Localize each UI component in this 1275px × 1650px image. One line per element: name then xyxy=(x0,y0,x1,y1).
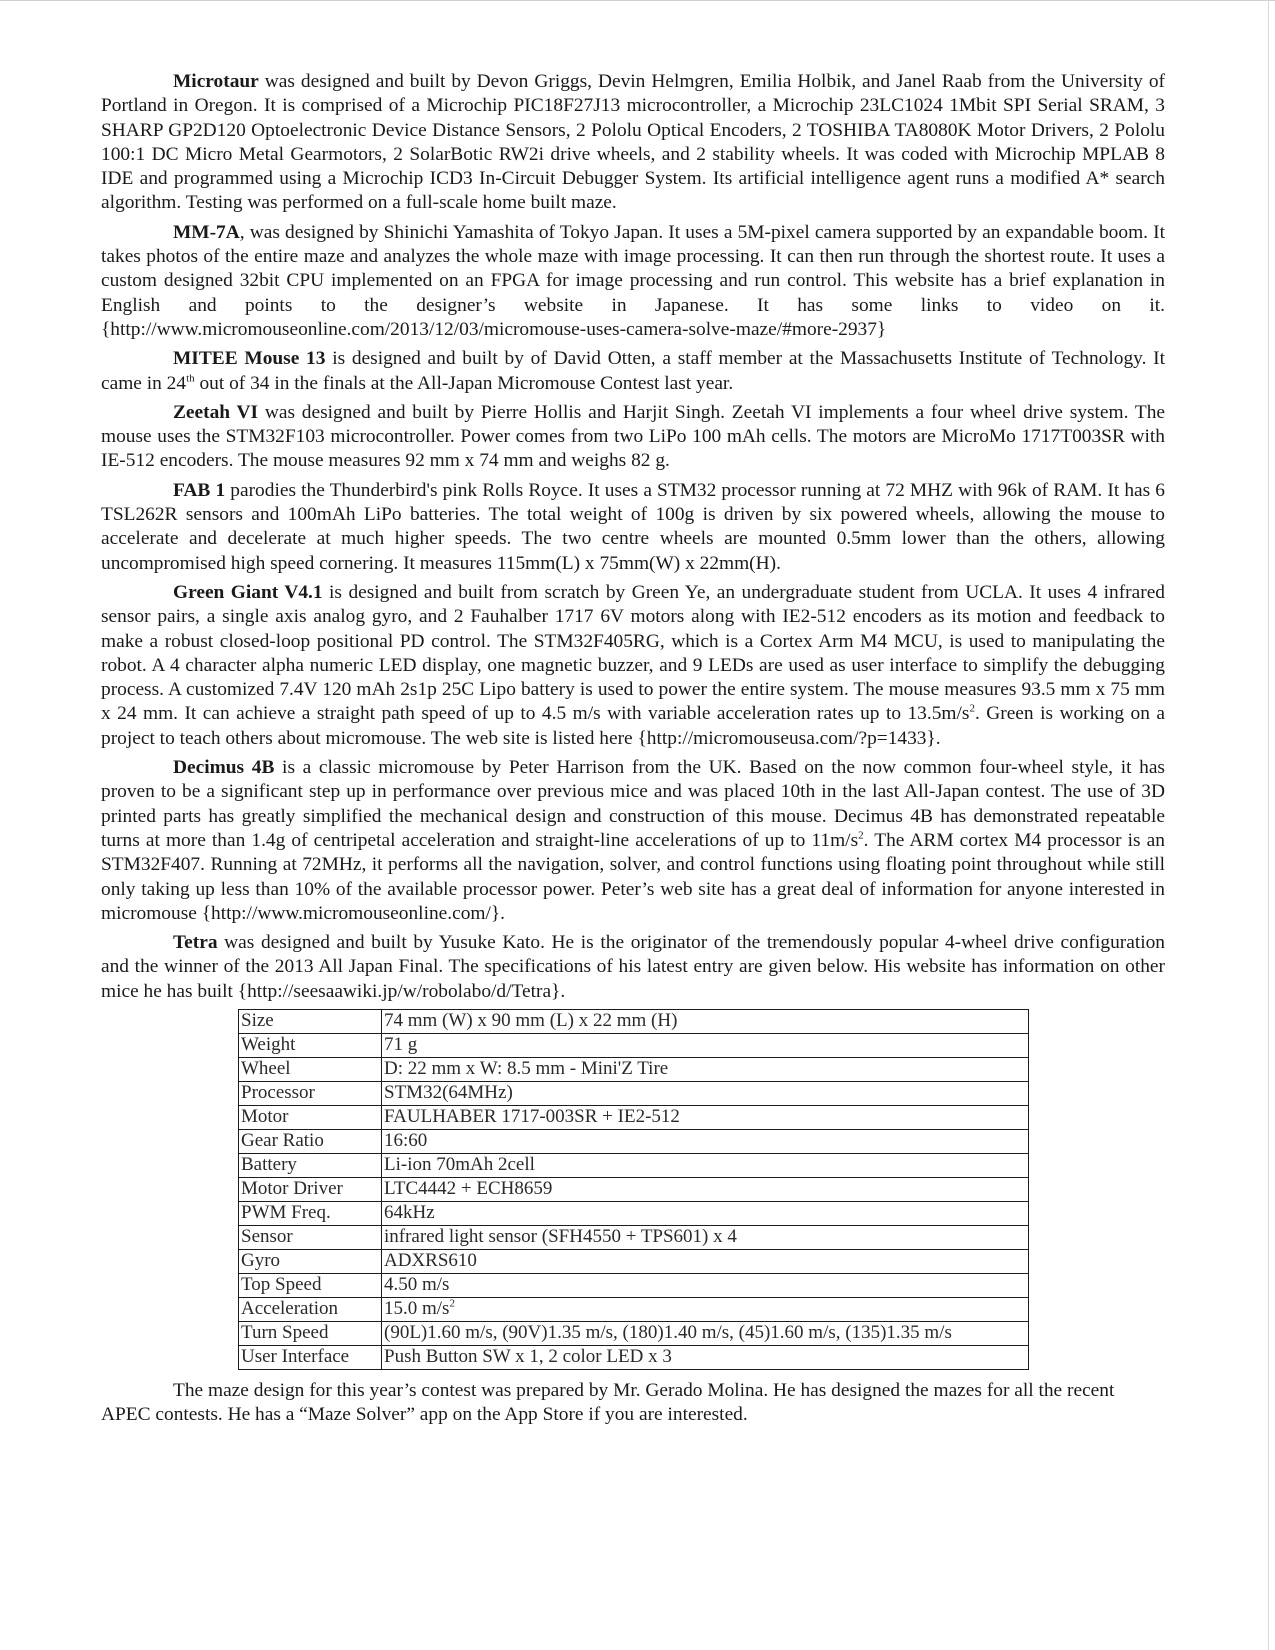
paragraph-text: out of 34 in the finals at the All-Japan Micromouse Contest last year. xyxy=(194,372,734,394)
paragraph-text: . Green is working on a project to teach others about micromouse. The web site is listed here {http://micromouseusa.com/?p=1433}. xyxy=(101,703,1165,749)
ordinal-superscript: th xyxy=(186,372,195,385)
paragraph-mm-7a xyxy=(101,221,1165,342)
spec-value: 16:60 xyxy=(382,1129,1029,1153)
table-row xyxy=(239,1249,1029,1273)
paragraph-text: . The ARM cortex M4 processor is an STM32F407. Running at 72MHz, it performs all the navigation, solver, and control functions using floating point throughout while still only taking up less than 10% of the available processor power. Peter’s web site has a great deal of information for anyone interested in micromouse {http://www.micromouseonline.com/}. xyxy=(101,829,1165,924)
spec-value: infrared light sensor (SFH4550 + TPS601) x 4 xyxy=(382,1225,1029,1249)
spec-label: Size xyxy=(239,1009,382,1033)
spec-value: (90L)1.60 m/s, (90V)1.35 m/s, (180)1.40 m/s, (45)1.60 m/s, (135)1.35 m/s xyxy=(382,1321,1029,1345)
table-row xyxy=(239,1201,1029,1225)
paragraph-text: is designed and built by of David Otten, a staff member at the Massachusetts Institute of Technology. It came in 24 xyxy=(101,348,1165,394)
spec-value: D: 22 mm x W: 8.5 mm - Mini'Z Tire xyxy=(382,1057,1029,1081)
mouse-name: Microtaur xyxy=(173,71,259,92)
scan-right-edge xyxy=(1268,0,1269,1650)
exponent-superscript: 2 xyxy=(449,1298,455,1311)
spec-label: Processor xyxy=(239,1081,382,1105)
paragraph-tetra xyxy=(101,931,1165,1004)
spec-label: User Interface xyxy=(239,1345,382,1369)
spec-value: Li-ion 70mAh 2cell xyxy=(382,1153,1029,1177)
paragraph-text: parodies the Thunderbird's pink Rolls Royce. It uses a STM32 processor running at 72 MHZ with 96k of RAM. It has 6 TSL262R sensors and 100mAh LiPo batteries. The total weight of 100g is driven by six powered wheels, allowing the mouse to accelerate and decelerate at much higher speeds. The two centre wheels are mounted 0.5mm lower than the others, allowing uncompromised high speed cornering. It measures 115mm(L) x 75mm(W) x 22mm(H). xyxy=(101,479,1166,574)
table-row xyxy=(239,1033,1029,1057)
table-row xyxy=(239,1081,1029,1105)
paragraph-mitee-mouse xyxy=(101,347,1165,396)
spec-value: ADXRS610 xyxy=(382,1249,1029,1273)
paragraph-maze-design: The maze design for this year’s contest was prepared by Mr. Gerado Molina. He has designed the mazes for all the recent APEC contests. He has a “Maze Solver” app on the App Store if you are interested. xyxy=(101,1379,1115,1426)
table-row xyxy=(239,1225,1029,1249)
spec-value-acceleration xyxy=(382,1297,1029,1321)
spec-label: Turn Speed xyxy=(239,1321,382,1345)
mouse-name: Green Giant V4.1 xyxy=(173,581,323,603)
table-row xyxy=(239,1297,1029,1321)
mouse-name: Tetra xyxy=(173,932,218,954)
table-row xyxy=(239,1177,1029,1201)
mouse-name: MITEE Mouse 13 xyxy=(173,348,326,370)
spec-label: Motor xyxy=(239,1105,382,1129)
spec-label: Motor Driver xyxy=(239,1177,382,1201)
tetra-specs-table xyxy=(238,1009,1029,1370)
spec-value: Push Button SW x 1, 2 color LED x 3 xyxy=(382,1345,1029,1369)
spec-value: LTC4442 + ECH8659 xyxy=(382,1177,1029,1201)
paragraph-text: was designed and built by Pierre Hollis and Harjit Singh. Zeetah VI implements a four wheel drive system. The mouse uses the STM32F103 microcontroller. Power comes from two LiPo 100 mAh cells. The motors are MicroMo 1717T003SR with IE-512 encoders. The mouse measures 92 mm x 74 mm and weighs 82 g. xyxy=(101,401,1165,472)
paragraph-fab-1 xyxy=(101,479,1165,576)
exponent-superscript: 2 xyxy=(969,702,975,715)
spec-value: 64kHz xyxy=(382,1201,1029,1225)
spec-value: FAULHABER 1717-003SR + IE2-512 xyxy=(382,1105,1029,1129)
paragraph-text: , was designed by Shinichi Yamashita of Tokyo Japan. It uses a 5M-pixel camera supported by an expandable boom. It takes photos of the entire maze and analyzes the whole maze with image processing. It can then run through the shortest route. It uses a custom designed 32bit CPU implemented on an FPGA for image processing and run control. This website has a brief explanation in English and points to the designer’s website in Japanese. It has some links to video on it. {http://www.micromouseonline.com/2013/12/03/micromouse-uses-camera-solve-maze/#more-2937} xyxy=(101,221,1165,340)
spec-label: Gyro xyxy=(239,1249,382,1273)
spec-value: STM32(64MHz) xyxy=(382,1081,1029,1105)
spec-label: PWM Freq. xyxy=(239,1201,382,1225)
spec-label: Wheel xyxy=(239,1057,382,1081)
mouse-name: FAB 1 xyxy=(173,479,226,501)
table-row xyxy=(239,1009,1029,1033)
table-row xyxy=(239,1129,1029,1153)
paragraph-text: is a classic micromouse by Peter Harrison from the UK. Based on the now common four-wheel style, it has proven to be a significant step up in performance over previous mice and was placed 10th in the last All-Japan contest. The use of 3D printed parts has greatly simplified the mechanical design and construction of this mouse. Decimus 4B has demonstrated repeatable turns at more than 1.4g of centripetal acceleration and straight-line accelerations of up to 11m/s xyxy=(101,757,1165,851)
paragraph-text: is designed and built from scratch by Green Ye, an undergraduate student from UCLA. It uses 4 infrared sensor pairs, a single axis analog gyro, and 2 Fauhalber 1717 6V motors along with IE2-512 encoders as its motion and feedback to make a robust closed-loop positional PD control. The STM32F405RG, which is a Cortex Arm M4 MCU, is used to manipulating the robot. A 4 character alpha numeric LED display, one magnetic buzzer, and 9 LEDs are used as user interface to simplify the debugging process. A customized 7.4V 120 mAh 2s1p 25C Lipo battery is used to power the entire system. The mouse measures 93.5 mm x 75 mm x 24 mm. It can achieve a straight path speed of up to 4.5 m/s with variable acceleration rates up to 13.5m/s xyxy=(101,581,1165,725)
paragraph-green-giant xyxy=(101,581,1165,751)
spec-label: Battery xyxy=(239,1153,382,1177)
paragraph-text: was designed and built by Yusuke Kato. He is the originator of the tremendously popular 4-wheel drive configuration and the winner of the 2013 All Japan Final. The specifications of his latest entry are given below. His website has information on other mice he has built {http://seesaawiki.jp/w/robolabo/d/Tetra}. xyxy=(101,932,1165,1002)
scan-top-edge xyxy=(0,0,1275,1)
mouse-name: MM-7A xyxy=(173,221,240,243)
spec-value: 4.50 m/s xyxy=(382,1273,1029,1297)
document-page xyxy=(101,70,1165,1428)
spec-label: Gear Ratio xyxy=(239,1129,382,1153)
spec-label: Acceleration xyxy=(239,1297,382,1321)
spec-value: 74 mm (W) x 90 mm (L) x 22 mm (H) xyxy=(382,1009,1029,1033)
acceleration-value: 15.0 m/s xyxy=(384,1298,450,1320)
mouse-name: Decimus 4B xyxy=(173,757,275,779)
table-row xyxy=(239,1057,1029,1081)
table-row xyxy=(239,1153,1029,1177)
paragraph-decimus xyxy=(101,756,1165,926)
spec-label: Sensor xyxy=(239,1225,382,1249)
mouse-name: Zeetah VI xyxy=(173,401,259,423)
paragraph-text: was designed and built by Devon Griggs, Devin Helmgren, Emilia Holbik, and Janel Raab from the University of Portland in Oregon. It is comprised of a Microchip PIC18F27J13 microcontroller, a Microchip 23LC1024 1Mbit SPI Serial SRAM, 3 SHARP GP2D120 Optoelectronic Device Distance Sensors, 2 Pololu Optical Encoders, 2 TOSHIBA TA8080K Motor Drivers, 2 Pololu 100:1 DC Micro Metal Gearmotors, 2 SolarBotic RW2i drive wheels, and 2 stability wheels. It was coded with Microchip MPLAB 8 IDE and programmed using a Microchip ICD3 In-Circuit Debugger System. Its artificial intelligence agent runs a modified A* search algorithm. Testing was performed on a full-scale home built maze. xyxy=(101,71,1165,214)
table-row xyxy=(239,1345,1029,1369)
spec-value: 71 g xyxy=(382,1033,1029,1057)
table-row xyxy=(239,1105,1029,1129)
paragraph-microtaur xyxy=(101,70,1165,216)
spec-label: Top Speed xyxy=(239,1273,382,1297)
exponent-superscript: 2 xyxy=(858,829,864,842)
table-row xyxy=(239,1273,1029,1297)
table-row xyxy=(239,1321,1029,1345)
spec-label: Weight xyxy=(239,1033,382,1057)
paragraph-zeetah xyxy=(101,401,1165,474)
